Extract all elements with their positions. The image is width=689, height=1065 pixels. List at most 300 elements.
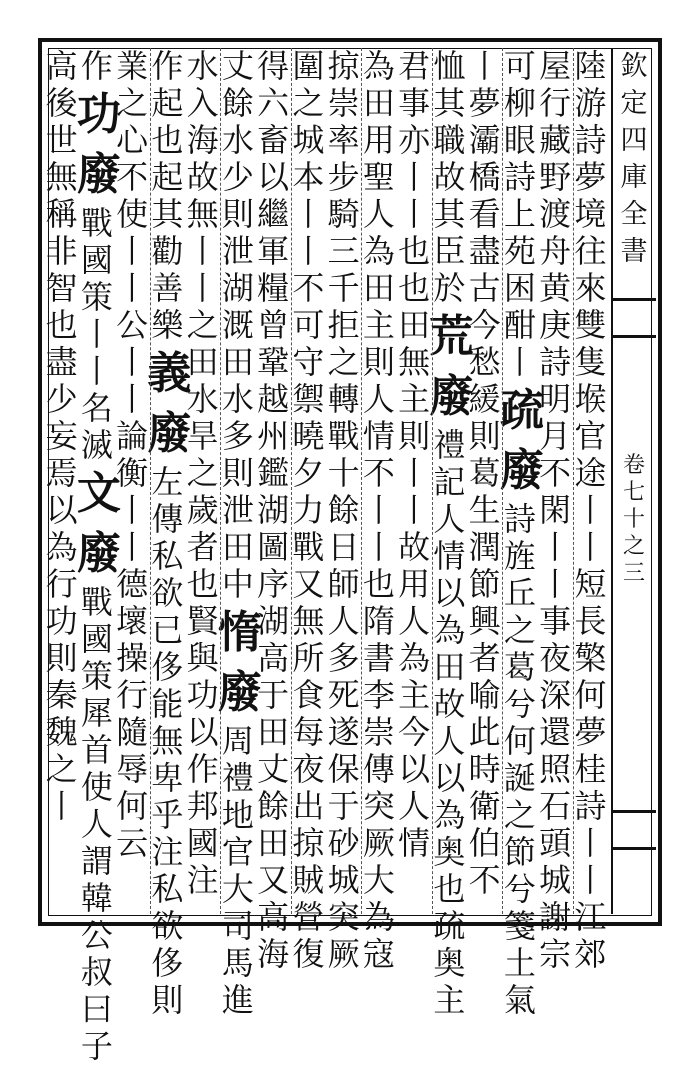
- text-char: 宗: [539, 935, 572, 973]
- text-char: 者: [468, 639, 501, 677]
- text-char: 功: [186, 676, 219, 714]
- text-char: 丨: [574, 491, 607, 529]
- text-char: 鞏: [257, 343, 290, 381]
- text-char: 夜: [539, 639, 572, 677]
- text-char: 橋: [468, 158, 501, 196]
- text-char: 丨: [116, 232, 149, 270]
- text-char: 騎: [327, 195, 360, 233]
- text-char: 高: [45, 47, 78, 85]
- text-char: 之: [292, 84, 325, 122]
- text-char: 丨: [468, 47, 501, 85]
- text-char: 奥: [433, 833, 466, 871]
- text-char: 夕: [292, 454, 325, 492]
- text-char: 土: [503, 944, 536, 982]
- text-char: 日: [327, 528, 360, 566]
- text-char: 檠: [574, 639, 607, 677]
- text-char: 丈: [257, 750, 290, 788]
- text-char: 也: [398, 269, 431, 307]
- text-char: 為: [45, 528, 78, 566]
- text-char: 詩: [574, 787, 607, 825]
- text-char: 操: [116, 639, 149, 677]
- text-char: 故: [433, 158, 466, 196]
- headword-char: 功: [76, 89, 121, 140]
- text-char: 馬: [221, 944, 254, 982]
- volume-char: 之: [622, 534, 645, 559]
- headword-char: 廢: [499, 445, 544, 496]
- text-char: 旱: [186, 417, 219, 455]
- text-char: 曾: [257, 306, 290, 344]
- text-char: 無: [151, 722, 184, 760]
- text-char: 古: [468, 269, 501, 307]
- text-char: 誕: [503, 759, 536, 797]
- text-char: 作: [186, 750, 219, 788]
- text-char: 也: [151, 121, 184, 159]
- text-char: 月: [539, 417, 572, 455]
- text-char: 能: [151, 685, 184, 723]
- text-char: 戰: [327, 417, 360, 455]
- text-char: 長: [574, 602, 607, 640]
- text-char: 看: [468, 195, 501, 233]
- text-char: 中: [221, 565, 254, 603]
- text-char: 之: [503, 796, 536, 834]
- text-char: 以: [433, 759, 466, 797]
- text-char: 何: [503, 722, 536, 760]
- text-char: 大: [362, 861, 395, 899]
- text-char: 注: [151, 833, 184, 871]
- title-char: 定: [620, 88, 648, 119]
- text-char: 田: [186, 343, 219, 381]
- text-char: 雙: [574, 306, 607, 344]
- text-char: 遂: [327, 713, 360, 751]
- text-char: 舟: [539, 232, 572, 270]
- text-column: [147, 47, 192, 1019]
- text-char: 不: [362, 454, 395, 492]
- text-char: 戰: [80, 583, 113, 621]
- text-char: 故: [186, 158, 219, 196]
- text-char: 戰: [292, 528, 325, 566]
- text-char: 愁: [468, 343, 501, 381]
- text-char: 丨: [362, 528, 395, 566]
- text-char: 已: [151, 611, 184, 649]
- text-char: 周: [221, 722, 254, 760]
- text-char: 丨: [80, 315, 113, 353]
- text-char: 曰: [80, 990, 113, 1028]
- text-char: 丨: [116, 343, 149, 381]
- text-char: 主: [433, 981, 466, 1019]
- text-char: 每: [292, 713, 325, 751]
- text-char: 之: [503, 611, 536, 649]
- text-char: 夢: [574, 713, 607, 751]
- text-char: 箋: [503, 907, 536, 945]
- text-char: 其: [433, 84, 466, 122]
- text-char: 又: [257, 861, 290, 899]
- text-char: 故: [398, 528, 431, 566]
- text-char: 六: [257, 84, 290, 122]
- text-char: 歲: [186, 491, 219, 529]
- text-char: 策: [80, 657, 113, 695]
- text-char: 軍: [257, 232, 290, 270]
- text-char: 丈: [221, 47, 254, 85]
- text-char: 少: [45, 380, 78, 418]
- text-char: 則: [398, 417, 431, 455]
- text-char: 之: [186, 454, 219, 492]
- text-char: 出: [292, 787, 325, 825]
- text-char: 城: [539, 861, 572, 899]
- text-char: 魏: [45, 713, 78, 751]
- text-char: 丨: [362, 491, 395, 529]
- text-char: 隨: [116, 713, 149, 751]
- text-char: 砂: [327, 824, 360, 862]
- text-char: 秦: [45, 676, 78, 714]
- text-char: 丨: [503, 343, 536, 381]
- text-char: 今: [468, 306, 501, 344]
- text-char: 圖: [257, 528, 290, 566]
- text-char: 丨: [45, 787, 78, 825]
- text-char: 則: [221, 195, 254, 233]
- headword-char: 義: [147, 348, 192, 399]
- text-char: 丨: [539, 528, 572, 566]
- text-char: 稱: [45, 195, 78, 233]
- text-char: 田: [257, 713, 290, 751]
- text-char: 葛: [503, 648, 536, 686]
- text-char: 起: [151, 158, 184, 196]
- text-char: 心: [116, 121, 149, 159]
- text-char: 侈: [151, 648, 184, 686]
- text-char: 大: [221, 870, 254, 908]
- text-char: 深: [539, 676, 572, 714]
- text-char: 以: [257, 158, 290, 196]
- text-char: 也: [433, 870, 466, 908]
- text-char: 糧: [257, 269, 290, 307]
- text-char: 伯: [468, 824, 501, 862]
- text-char: 地: [221, 796, 254, 834]
- text-char: 丨: [398, 158, 431, 196]
- text-char: 人: [362, 380, 395, 418]
- text-char: 詩: [503, 158, 536, 196]
- text-char: 生: [468, 491, 501, 529]
- text-char: 屋: [539, 47, 572, 85]
- text-char: 閑: [539, 491, 572, 529]
- text-char: 不: [292, 269, 325, 307]
- text-char: 還: [539, 713, 572, 751]
- text-char: 水: [221, 380, 254, 418]
- text-char: 柳: [503, 84, 536, 122]
- text-char: 堠: [574, 380, 607, 418]
- text-char: 高: [257, 898, 290, 936]
- text-char: 奥: [433, 944, 466, 982]
- text-char: 犀: [80, 694, 113, 732]
- text-char: 首: [80, 731, 113, 769]
- text-char: 照: [539, 750, 572, 788]
- text-char: 田: [362, 269, 395, 307]
- text-char: 游: [574, 84, 607, 122]
- text-char: 乎: [151, 796, 184, 834]
- text-char: 記: [433, 463, 466, 501]
- text-char: 可: [503, 47, 536, 85]
- text-char: 旌: [503, 537, 536, 575]
- text-char: 序: [257, 565, 290, 603]
- text-char: 田: [362, 84, 395, 122]
- text-char: 多: [221, 417, 254, 455]
- text-char: 欲: [151, 574, 184, 612]
- text-char: 困: [503, 269, 536, 307]
- text-char: 故: [433, 685, 466, 723]
- volume-char: 三: [622, 561, 645, 586]
- text-char: 水: [186, 380, 219, 418]
- text-char: 其: [433, 195, 466, 233]
- text-char: 丨: [398, 491, 431, 529]
- text-char: 野: [539, 158, 572, 196]
- text-char: 用: [362, 121, 395, 159]
- headword-char: 惰: [217, 607, 262, 658]
- text-char: 頭: [539, 824, 572, 862]
- text-char: 書: [362, 639, 395, 677]
- text-char: 溉: [221, 306, 254, 344]
- text-column: [499, 47, 544, 1019]
- text-char: 無: [186, 195, 219, 233]
- text-char: 兮: [503, 685, 536, 723]
- text-char: 情: [362, 417, 395, 455]
- text-char: 主: [398, 676, 431, 714]
- text-char: 盡: [45, 343, 78, 381]
- text-char: 為: [362, 232, 395, 270]
- text-char: 主: [362, 306, 395, 344]
- text-char: 泄: [221, 232, 254, 270]
- text-char: 亦: [398, 121, 431, 159]
- text-char: 邦: [186, 787, 219, 825]
- text-char: 藏: [539, 121, 572, 159]
- text-char: 卑: [151, 759, 184, 797]
- text-char: 田: [221, 528, 254, 566]
- text-char: 傳: [151, 500, 184, 538]
- text-char: 守: [292, 343, 325, 381]
- fishtail-mark-bottom: [612, 810, 656, 850]
- fishtail-mark-top: [612, 298, 656, 338]
- volume-label: [618, 452, 650, 587]
- text-column: [256, 47, 292, 973]
- text-char: 崇: [362, 713, 395, 751]
- text-char: 丨: [292, 232, 325, 270]
- text-char: 丘: [503, 574, 536, 612]
- text-char: 突: [362, 787, 395, 825]
- text-char: 詩: [503, 500, 536, 538]
- text-char: 潤: [468, 528, 501, 566]
- headword-char: 廢: [147, 408, 192, 459]
- text-char: 職: [433, 121, 466, 159]
- text-char: 衡: [116, 454, 149, 492]
- text-char: 名: [80, 389, 113, 427]
- text-char: 丨: [398, 195, 431, 233]
- headword-char: 廢: [76, 528, 121, 579]
- text-char: 人: [398, 787, 431, 825]
- text-char: 情: [398, 824, 431, 862]
- text-char: 水: [186, 47, 219, 85]
- text-char: 三: [327, 232, 360, 270]
- text-char: 為: [433, 796, 466, 834]
- text-char: 食: [292, 676, 325, 714]
- text-char: 之: [116, 84, 149, 122]
- text-char: 詩: [539, 343, 572, 381]
- text-char: 石: [539, 787, 572, 825]
- text-char: 水: [221, 121, 254, 159]
- volume-char: 十: [622, 507, 645, 532]
- text-char: 其: [151, 195, 184, 233]
- text-char: 欲: [151, 907, 184, 945]
- text-char: 丨: [539, 565, 572, 603]
- text-char: 君: [398, 47, 431, 85]
- text-char: 為: [362, 47, 395, 85]
- text-char: 以: [433, 574, 466, 612]
- text-char: 夢: [468, 84, 501, 122]
- text-char: 丨: [116, 491, 149, 529]
- text-char: 灞: [468, 121, 501, 159]
- text-column: [326, 47, 362, 973]
- text-char: 人: [327, 602, 360, 640]
- text-char: 節: [468, 565, 501, 603]
- text-char: 李: [362, 676, 395, 714]
- text-char: 無: [292, 602, 325, 640]
- text-char: 黄: [539, 269, 572, 307]
- text-char: 時: [468, 750, 501, 788]
- text-char: 丨: [80, 352, 113, 390]
- text-char: 無: [45, 158, 78, 196]
- text-char: 田: [398, 306, 431, 344]
- text-column: [76, 47, 121, 1065]
- text-char: 不: [539, 454, 572, 492]
- text-char: 高: [257, 639, 290, 677]
- text-char: 侈: [151, 944, 184, 982]
- text-char: 行: [539, 84, 572, 122]
- text-char: 公: [80, 916, 113, 954]
- text-char: 勸: [151, 232, 184, 270]
- text-char: 酣: [503, 306, 536, 344]
- text-char: 非: [45, 232, 78, 270]
- text-char: 丨: [116, 528, 149, 566]
- text-column: [429, 47, 474, 1019]
- text-char: 往: [574, 232, 607, 270]
- text-char: 多: [327, 639, 360, 677]
- text-char: 國: [186, 824, 219, 862]
- text-char: 人: [362, 195, 395, 233]
- text-char: 人: [433, 500, 466, 538]
- text-char: 上: [503, 195, 536, 233]
- text-char: 苑: [503, 232, 536, 270]
- text-char: 夜: [292, 750, 325, 788]
- text-char: 注: [186, 861, 219, 899]
- text-char: 入: [186, 84, 219, 122]
- text-char: 餘: [257, 787, 290, 825]
- title-char: 全: [620, 199, 648, 230]
- text-char: 于: [327, 787, 360, 825]
- text-char: 湖: [257, 602, 290, 640]
- text-char: 智: [45, 269, 78, 307]
- text-char: 公: [116, 306, 149, 344]
- text-char: 丨: [116, 269, 149, 307]
- text-char: 進: [221, 981, 254, 1019]
- text-char: 短: [574, 565, 607, 603]
- text-char: 恤: [433, 47, 466, 85]
- text-char: 業: [116, 47, 149, 85]
- text-char: 田: [257, 824, 290, 862]
- text-char: 為: [433, 611, 466, 649]
- text-char: 丨: [398, 454, 431, 492]
- book-title: [616, 48, 652, 270]
- text-char: 事: [539, 602, 572, 640]
- text-char: 田: [433, 648, 466, 686]
- text-column: [291, 47, 326, 973]
- text-char: 無: [398, 343, 431, 381]
- text-char: 不: [116, 158, 149, 196]
- text-char: 率: [327, 121, 360, 159]
- text-char: 起: [151, 84, 184, 122]
- margin-divider: [611, 48, 613, 914]
- page-cut-edge: [662, 0, 689, 968]
- text-char: 何: [116, 787, 149, 825]
- text-char: 於: [433, 269, 466, 307]
- text-char: 戰: [80, 204, 113, 242]
- text-char: 湖: [257, 491, 290, 529]
- text-char: 復: [292, 935, 325, 973]
- text-char: 也: [362, 565, 395, 603]
- text-column: [44, 48, 79, 914]
- text-char: 左: [151, 463, 184, 501]
- text-char: 人: [433, 722, 466, 760]
- text-char: 國: [80, 620, 113, 658]
- text-char: 緩: [468, 380, 501, 418]
- text-char: 桂: [574, 750, 607, 788]
- text-char: 畜: [257, 121, 290, 159]
- text-char: 此: [468, 713, 501, 751]
- text-char: 私: [151, 537, 184, 575]
- text-char: 為: [362, 898, 395, 936]
- text-char: 陸: [574, 47, 607, 85]
- text-char: 死: [327, 676, 360, 714]
- text-char: 謝: [539, 898, 572, 936]
- text-char: 情: [433, 537, 466, 575]
- text-char: 樂: [151, 306, 184, 344]
- text-char: 賊: [292, 861, 325, 899]
- text-char: 官: [574, 417, 607, 455]
- text-char: 城: [292, 121, 325, 159]
- text-char: 江: [574, 898, 607, 936]
- text-char: 所: [292, 639, 325, 677]
- text-char: 眼: [503, 121, 536, 159]
- text-char: 掠: [327, 47, 360, 85]
- text-char: 兮: [503, 870, 536, 908]
- text-char: 賢: [186, 602, 219, 640]
- text-char: 也: [186, 565, 219, 603]
- text-char: 衛: [468, 787, 501, 825]
- text-char: 以: [45, 491, 78, 529]
- text-char: 臣: [433, 232, 466, 270]
- text-char: 厥: [327, 935, 360, 973]
- text-char: 丨: [292, 195, 325, 233]
- text-char: 與: [186, 639, 219, 677]
- text-char: 主: [398, 380, 431, 418]
- text-char: 渡: [539, 195, 572, 233]
- text-char: 丨: [116, 380, 149, 418]
- text-char: 師: [327, 565, 360, 603]
- volume-char: 七: [622, 480, 645, 505]
- text-char: 轉: [327, 380, 360, 418]
- headword-char: 廢: [76, 149, 121, 200]
- text-char: 也: [398, 232, 431, 270]
- text-char: 也: [45, 306, 78, 344]
- text-char: 則: [151, 981, 184, 1019]
- text-char: 之: [186, 306, 219, 344]
- text-char: 泄: [221, 491, 254, 529]
- text-char: 之: [45, 750, 78, 788]
